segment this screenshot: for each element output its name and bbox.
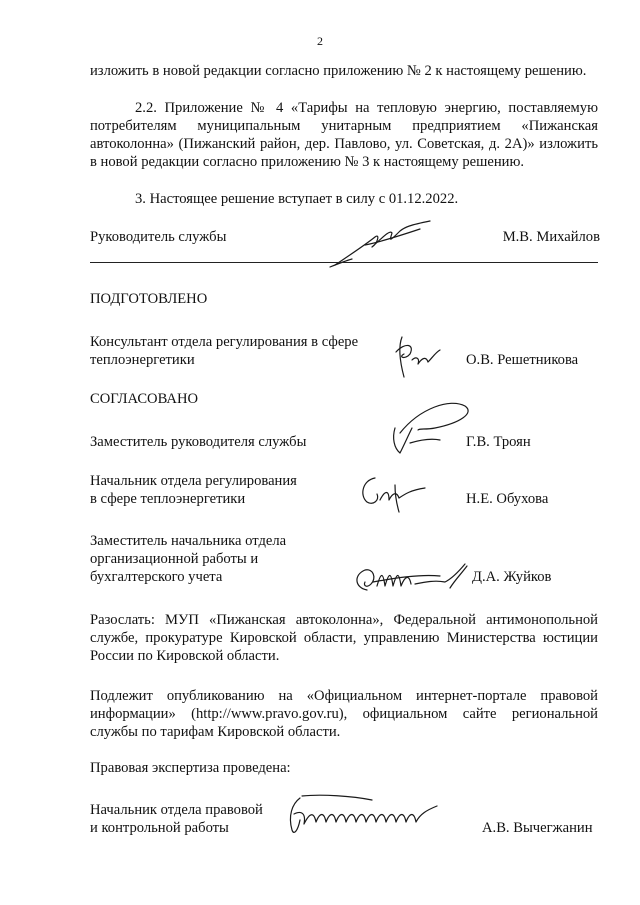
legal-role-line2: и контрольной работы <box>90 820 229 836</box>
agreed-heading: СОГЛАСОВАНО <box>90 391 199 407</box>
legal-review-heading: Правовая экспертиза проведена: <box>90 760 291 776</box>
prepared-signature-image <box>390 332 445 382</box>
agreed-name-1: Г.В. Троян <box>466 434 531 450</box>
agreed-role-3-line1: Заместитель начальника отдела <box>90 533 287 549</box>
agreed-role-2-line1: Начальник отдела регулирования <box>90 473 297 489</box>
agreed-role-2-line2: в сфере теплоэнергетики <box>90 491 246 507</box>
head-name: М.В. Михайлов <box>502 229 600 245</box>
prepared-heading: ПОДГОТОВЛЕНО <box>90 291 208 307</box>
agreed-role-1: Заместитель руководителя службы <box>90 434 307 450</box>
agreed-name-3: Д.А. Жуйков <box>472 569 552 585</box>
prepared-role-line1: Консультант отдела регулирования в сфере <box>90 334 359 350</box>
agreed-role-3-line2: организационной работы и <box>90 551 259 567</box>
paragraph-continuation: изложить в новой редакции согласно приложению № 2 к настоящему решению. <box>90 63 587 79</box>
page-number: 2 <box>317 34 323 48</box>
paragraph-3: 3. Настоящее решение вступает в силу с 01.12.2022. <box>135 191 459 207</box>
paragraph-2-2: 2.2. Приложение № 4 «Тарифы на тепловую энергию, поставляемую потребителям муниципальным унитарным предприятием «Пижанская автоколонна» (Пижанский район, дер. Павлово, ул. Советская, д. 2А)» изложить в новой редакции согласно приложению № 3 к настоящему решению. <box>90 100 598 170</box>
agreed-signature-image-1 <box>380 398 480 458</box>
agreed-name-2: Н.Е. Обухова <box>466 491 549 507</box>
legal-role-line1: Начальник отдела правовой <box>90 802 263 818</box>
legal-name: А.В. Вычегжанин <box>482 820 593 836</box>
agreed-signature-image-3 <box>345 560 470 600</box>
signature-rule <box>90 262 598 263</box>
legal-signature-image <box>282 790 442 840</box>
distribution-paragraph: Разослать: МУП «Пижанская автоколонна», Федеральной антимонопольной службе, прокуратуре Кировской области, управлению Министерства юстиции России по Кировской области. <box>90 612 598 664</box>
head-role: Руководитель службы <box>90 229 227 245</box>
publication-paragraph: Подлежит опубликованию на «Официальном интернет-портале правовой информации» (http://www.pravo.gov.ru), официальном сайте региональной службы по тарифам Кировской области. <box>90 688 598 740</box>
prepared-role-line2: теплоэнергетики <box>90 352 195 368</box>
agreed-role-3-line3: бухгалтерского учета <box>90 569 223 585</box>
agreed-signature-image-2 <box>355 470 435 515</box>
prepared-name: О.В. Решетникова <box>466 352 579 368</box>
